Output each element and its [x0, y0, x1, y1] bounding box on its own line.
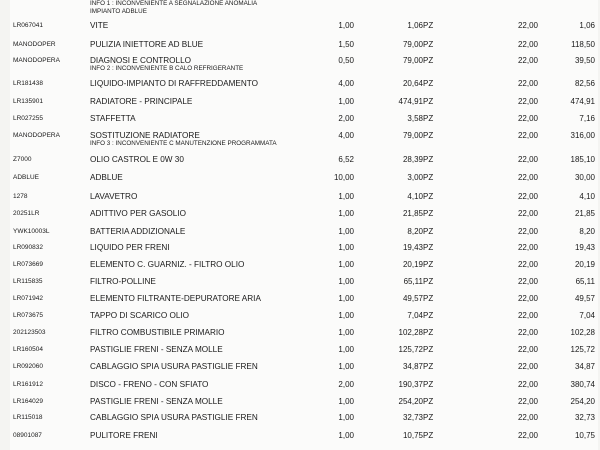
item-description: CABLAGGIO SPIA USURA PASTIGLIE FREN [90, 413, 258, 422]
item-vat: 22,00 [517, 413, 538, 422]
item-unit-price: 32,73 [402, 413, 423, 422]
item-vat: 22,00 [517, 40, 538, 49]
item-unit-price: 34,87 [402, 362, 423, 371]
item-unit: PZ [423, 79, 434, 88]
item-quantity: 1,00 [338, 227, 354, 236]
item-code: 1278 [13, 193, 28, 200]
item-total: 34,87 [574, 362, 595, 371]
item-unit-price: 8,20 [407, 227, 423, 236]
item-code: LR181438 [13, 80, 43, 87]
item-description: LIQUIDO-IMPIANTO DI RAFFREDDAMENTO [90, 79, 259, 88]
item-unit: PZ [423, 294, 434, 303]
item-code: MANODOPER [13, 41, 56, 48]
item-quantity: 1,00 [338, 311, 354, 320]
item-total: 65,11 [575, 277, 595, 286]
item-code: LR073669 [13, 261, 43, 268]
item-total: 185,10 [570, 155, 595, 164]
item-unit: PZ [423, 97, 434, 106]
item-quantity: 0,50 [338, 56, 354, 65]
item-unit-price: 20,64 [402, 79, 423, 88]
item-unit-price: 65,11 [403, 277, 423, 286]
item-vat: 22,00 [517, 243, 538, 252]
item-unit: PZ [423, 362, 434, 371]
item-vat: 22,00 [517, 56, 538, 65]
item-total: 1,06 [579, 21, 595, 30]
item-unit-price: 28,39 [402, 155, 423, 164]
item-code: 202123503 [13, 329, 46, 336]
item-unit-price: 190,37 [398, 380, 423, 389]
item-total: 254,20 [570, 397, 595, 406]
item-code: LR073675 [13, 312, 43, 319]
item-unit-price: 1,06 [407, 21, 423, 30]
item-quantity: 1,00 [338, 294, 354, 303]
item-unit: PZ [423, 243, 434, 252]
item-unit-price: 10,75 [402, 431, 423, 440]
item-vat: 22,00 [517, 173, 538, 182]
item-description: PASTIGLIE FRENI - SENZA MOLLE [90, 397, 223, 406]
item-description: TAPPO DI SCARICO OLIO [90, 311, 190, 320]
item-code: LR164029 [13, 398, 43, 405]
item-unit-price: 79,00 [402, 131, 423, 140]
item-code: LR160504 [13, 346, 43, 353]
item-total: 39,50 [574, 56, 595, 65]
item-quantity: 1,00 [338, 397, 354, 406]
item-quantity: 1,00 [338, 431, 354, 440]
item-total: 49,57 [574, 294, 595, 303]
item-total: 8,20 [579, 227, 595, 236]
item-unit-price: 102,28 [398, 328, 423, 337]
item-unit: PZ [423, 40, 434, 49]
item-description: ADBLUE [90, 173, 123, 182]
item-quantity: 4,00 [338, 79, 354, 88]
item-vat: 22,00 [517, 277, 538, 286]
item-total: 19,43 [574, 243, 595, 252]
item-unit: PZ [423, 114, 434, 123]
item-total: 316,00 [570, 131, 595, 140]
item-description: BATTERIA ADDIZIONALE [90, 227, 186, 236]
item-note: INFO 2 : INCONVENIENTE B CALO REFRIGERANTE [90, 65, 244, 72]
item-quantity: 1,00 [338, 328, 354, 337]
item-vat: 22,00 [517, 114, 538, 123]
item-total: 10,75 [574, 431, 595, 440]
item-description: ADITTIVO PER GASOLIO [90, 209, 186, 218]
item-quantity: 1,00 [338, 277, 354, 286]
invoice-sheet [10, 0, 598, 450]
item-total: 380,74 [570, 380, 595, 389]
item-description: SOSTITUZIONE RADIATORE [90, 131, 200, 140]
item-quantity: 2,00 [338, 380, 354, 389]
item-unit: PZ [423, 277, 434, 286]
item-unit: PZ [423, 397, 434, 406]
item-unit-price: 125,72 [398, 345, 423, 354]
item-code: LR161912 [13, 381, 43, 388]
item-code: LR115835 [13, 278, 43, 285]
item-quantity: 2,00 [338, 114, 354, 123]
item-quantity: 4,00 [338, 131, 354, 140]
item-unit-price: 49,57 [402, 294, 423, 303]
item-unit-price: 21,85 [402, 209, 423, 218]
item-unit: PZ [423, 413, 434, 422]
item-quantity: 1,00 [338, 192, 354, 201]
item-unit: PZ [423, 192, 434, 201]
item-vat: 22,00 [517, 260, 538, 269]
item-description: PULIZIA INIETTORE AD BLUE [90, 40, 204, 49]
item-total: 20,19 [574, 260, 595, 269]
item-vat: 22,00 [517, 311, 538, 320]
item-code: YWK10003L [13, 228, 50, 235]
item-description: ELEMENTO FILTRANTE-DEPURATORE ARIA [90, 294, 261, 303]
item-unit: PZ [423, 173, 434, 182]
item-description: FILTRO COMBUSTIBILE PRIMARIO [90, 328, 225, 337]
item-unit: PZ [423, 227, 434, 236]
header-note-1: INFO 1 : INCONVENIENTE A SEGNALAZIONE ANOMALIA [90, 0, 258, 7]
header-note-2: IMPIANTO ADBLUE [90, 8, 147, 15]
item-unit: PZ [423, 380, 434, 389]
item-vat: 22,00 [517, 362, 538, 371]
item-unit: PZ [423, 155, 434, 164]
item-vat: 22,00 [517, 192, 538, 201]
item-code: LR071942 [13, 295, 43, 302]
item-vat: 22,00 [517, 209, 538, 218]
item-unit: PZ [423, 431, 434, 440]
item-quantity: 1,00 [338, 243, 354, 252]
item-unit: PZ [423, 260, 434, 269]
item-vat: 22,00 [517, 155, 538, 164]
item-description: DIAGNOSI E CONTROLLO [90, 56, 191, 65]
item-description: PASTIGLIE FRENI - SENZA MOLLE [90, 345, 223, 354]
item-total: 102,28 [570, 328, 595, 337]
item-code: LR115018 [13, 414, 43, 421]
item-description: STAFFETTA [90, 114, 136, 123]
item-vat: 22,00 [517, 431, 538, 440]
item-total: 30,00 [574, 173, 595, 182]
item-total: 125,72 [570, 345, 595, 354]
item-description: VITE [90, 21, 109, 30]
item-quantity: 10,00 [333, 173, 354, 182]
item-quantity: 1,00 [338, 21, 354, 30]
item-quantity: 1,00 [338, 345, 354, 354]
item-total: 82,56 [574, 79, 595, 88]
item-unit: PZ [423, 311, 434, 320]
item-description: CABLAGGIO SPIA USURA PASTIGLIE FREN [90, 362, 258, 371]
item-description: FILTRO-POLLINE [90, 277, 156, 286]
item-total: 32,73 [574, 413, 595, 422]
item-unit-price: 3,00 [407, 173, 423, 182]
item-vat: 22,00 [517, 227, 538, 236]
item-code: LR092060 [13, 363, 43, 370]
item-unit: PZ [423, 209, 434, 218]
item-vat: 22,00 [517, 345, 538, 354]
item-code: ADBLUE [13, 174, 40, 181]
item-unit: PZ [423, 328, 434, 337]
item-total: 118,50 [571, 40, 595, 49]
item-unit: PZ [423, 345, 434, 354]
item-vat: 22,00 [517, 79, 538, 88]
item-total: 21,85 [574, 209, 595, 218]
item-quantity: 1,50 [338, 40, 354, 49]
item-code: LR067041 [13, 22, 43, 29]
item-unit-price: 79,00 [402, 56, 423, 65]
item-code: MANODOPERA [13, 57, 60, 64]
item-unit-price: 79,00 [402, 40, 423, 49]
item-unit-price: 19,43 [402, 243, 423, 252]
item-description: PULITORE FRENI [90, 431, 158, 440]
item-vat: 22,00 [517, 328, 538, 337]
item-unit-price: 4,10 [407, 192, 423, 201]
item-total: 7,04 [579, 311, 595, 320]
item-total: 4,10 [579, 192, 595, 201]
item-code: LR090832 [13, 244, 43, 251]
item-unit-price: 474,91 [398, 97, 423, 106]
item-code: 08901087 [13, 432, 42, 439]
item-description: ELEMENTO C. GUARNIZ. - FILTRO OLIO [90, 260, 245, 269]
item-unit: PZ [423, 21, 434, 30]
item-description: DISCO - FRENO - CON SFIATO [90, 380, 209, 389]
item-description: LAVAVETRO [90, 192, 138, 201]
item-total: 474,91 [570, 97, 595, 106]
item-quantity: 1,00 [338, 97, 354, 106]
item-quantity: 6,52 [338, 155, 354, 164]
item-unit-price: 254,20 [398, 397, 423, 406]
item-unit-price: 7,04 [407, 311, 423, 320]
item-code: LR027255 [13, 115, 43, 122]
item-unit: PZ [423, 131, 434, 140]
item-total: 7,16 [579, 114, 595, 123]
item-quantity: 1,00 [338, 413, 354, 422]
item-unit-price: 20,19 [402, 260, 423, 269]
item-vat: 22,00 [517, 294, 538, 303]
item-quantity: 1,00 [338, 209, 354, 218]
item-code: LR135901 [13, 98, 43, 105]
item-vat: 22,00 [517, 380, 538, 389]
item-description: OLIO CASTROL E 0W 30 [90, 155, 184, 164]
item-description: LIQUIDO PER FRENI [90, 243, 170, 252]
item-description: RADIATORE - PRINCIPALE [90, 97, 193, 106]
item-unit-price: 3,58 [407, 114, 423, 123]
item-code: Z7000 [13, 156, 32, 163]
item-code: 20251LR [13, 210, 40, 217]
item-vat: 22,00 [517, 131, 538, 140]
item-quantity: 1,00 [338, 260, 354, 269]
item-quantity: 1,00 [338, 362, 354, 371]
item-code: MANODOPERA [13, 132, 60, 139]
item-vat: 22,00 [517, 97, 538, 106]
item-unit: PZ [423, 56, 434, 65]
item-vat: 22,00 [517, 21, 538, 30]
item-vat: 22,00 [517, 397, 538, 406]
item-note: INFO 3 : INCONVENIENTE C MANUTENZIONE PROGRAMMATA [90, 140, 277, 147]
